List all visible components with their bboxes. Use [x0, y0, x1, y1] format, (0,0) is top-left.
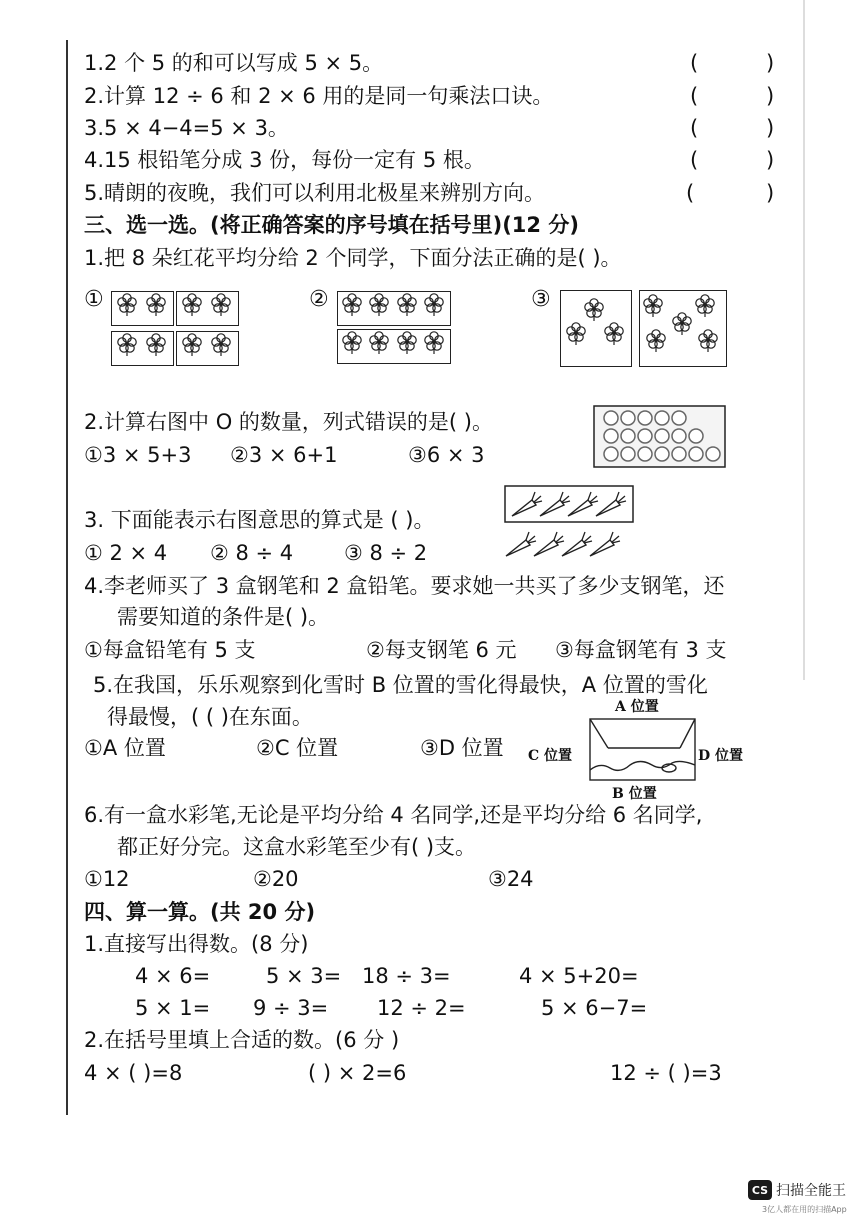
- paren-close: ): [766, 181, 775, 205]
- calc-item: 4 × 5+20=: [519, 964, 639, 988]
- flower-group-box: [337, 329, 451, 364]
- section-3-heading: 三、选一选。(将正确答案的序号填在括号里)(12 分): [84, 213, 579, 237]
- paren-close: ): [766, 51, 775, 75]
- q3-6-option-2: ②20: [253, 867, 299, 891]
- q3-6-option-3: ③24: [488, 867, 534, 891]
- paren-open: (: [690, 51, 699, 75]
- position-d-label: D 位置: [698, 748, 744, 764]
- calc-item: 5 × 1=: [135, 996, 211, 1020]
- calc-item: 5 × 6−7=: [541, 996, 648, 1020]
- judge-item-1: 1.2 个 5 的和可以写成 5 × 5。: [84, 51, 384, 75]
- q3-4-line-1: 4.李老师买了 3 盒钢笔和 2 盒铅笔。要求她一共买了多少支钢笔，还: [84, 574, 725, 598]
- position-a-label: A 位置: [615, 699, 659, 715]
- section-4-heading: 四、算一算。(共 20 分): [84, 900, 316, 924]
- flower-group-box: [176, 331, 239, 366]
- page-edge: [803, 0, 805, 680]
- q3-6-line-2: 都正好分完。这盒水彩笔至少有( )支。: [117, 835, 477, 859]
- flower-group-box: [111, 331, 174, 366]
- scanner-app-name: 扫描全能王: [776, 1183, 846, 1199]
- paren-close: ): [766, 84, 775, 108]
- fill-item: ( ) × 2=6: [308, 1061, 407, 1085]
- q4-1-title: 1.直接写出得数。(8 分): [84, 932, 309, 956]
- flower-group-box: [560, 290, 632, 367]
- position-b-label: B 位置: [612, 786, 657, 802]
- q3-2-text: 2.计算右图中 O 的数量，列式错误的是( )。: [84, 410, 493, 434]
- cs-logo-icon: CS: [748, 1180, 772, 1200]
- calc-item: 4 × 6=: [135, 964, 211, 988]
- scanner-tagline: 3亿人都在用的扫描App: [762, 1205, 847, 1214]
- q3-6-line-1: 6.有一盒水彩笔,无论是平均分给 4 名同学,还是平均分给 6 名同学,: [84, 803, 703, 827]
- q4-2-title: 2.在括号里填上合适的数。(6 分 ): [84, 1028, 400, 1052]
- fill-item: 12 ÷ ( )=3: [610, 1061, 722, 1085]
- q3-3-option-2: ② 8 ÷ 4: [210, 541, 294, 565]
- flower-group-box: [639, 290, 727, 367]
- paren-open: (: [690, 84, 699, 108]
- position-c-label: C 位置: [528, 748, 573, 764]
- judge-item-4: 4.15 根铅笔分成 3 份，每份一定有 5 根。: [84, 148, 485, 172]
- q3-5-option-2: ②C 位置: [256, 736, 339, 760]
- option-1-marker: ①: [84, 287, 104, 312]
- q3-2-option-1: ①3 × 5+3: [84, 443, 192, 467]
- calc-item: 9 ÷ 3=: [253, 996, 329, 1020]
- calc-item: 12 ÷ 2=: [377, 996, 466, 1020]
- q3-4-line-2: 需要知道的条件是( )。: [117, 605, 330, 629]
- paren-close: ): [766, 116, 775, 140]
- calc-item: 5 × 3=: [266, 964, 342, 988]
- q3-3-option-3: ③ 8 ÷ 2: [344, 541, 428, 565]
- scanner-watermark: [748, 1180, 846, 1200]
- flower-group-box: [176, 291, 239, 326]
- q3-1-text: 1.把 8 朵红花平均分给 2 个同学，下面分法正确的是( )。: [84, 246, 622, 270]
- q3-4-option-1: ①每盒铅笔有 5 支: [84, 638, 256, 662]
- flower-group-box: [111, 291, 174, 326]
- q3-4-option-3: ③每盒钢笔有 3 支: [555, 638, 727, 662]
- option-2-marker: ②: [309, 287, 329, 312]
- paren-close: ): [766, 148, 775, 172]
- paren-open: (: [690, 148, 699, 172]
- q3-3-option-1: ① 2 × 4: [84, 541, 168, 565]
- q3-2-option-2: ②3 × 6+1: [230, 443, 338, 467]
- q3-3-text: 3. 下面能表示右图意思的算式是 ( )。: [84, 508, 435, 532]
- q3-5-line-2: 得最慢，( ( )在东面。: [107, 705, 313, 729]
- judge-item-5: 5.晴朗的夜晚，我们可以利用北极星来辨别方向。: [84, 181, 546, 205]
- q3-2-option-3: ③6 × 3: [408, 443, 485, 467]
- judge-item-2: 2.计算 12 ÷ 6 和 2 × 6 用的是同一句乘法口诀。: [84, 84, 554, 108]
- q3-5-line-1: 5.在我国，乐乐观察到化雪时 B 位置的雪化得最快，A 位置的雪化: [93, 673, 708, 697]
- judge-item-3: 3.5 × 4−4=5 × 3。: [84, 116, 289, 140]
- q3-5-option-1: ①A 位置: [84, 736, 166, 760]
- fill-item: 4 × ( )=8: [84, 1061, 183, 1085]
- paren-open: (: [686, 181, 695, 205]
- q3-5-option-3: ③D 位置: [420, 736, 504, 760]
- q3-4-option-2: ②每支钢笔 6 元: [366, 638, 517, 662]
- flower-group-box: [337, 291, 451, 326]
- binding-margin-line: [66, 40, 68, 1115]
- q3-6-option-1: ①12: [84, 867, 130, 891]
- option-3-marker: ③: [531, 287, 551, 312]
- calc-item: 18 ÷ 3=: [362, 964, 451, 988]
- paren-open: (: [690, 116, 699, 140]
